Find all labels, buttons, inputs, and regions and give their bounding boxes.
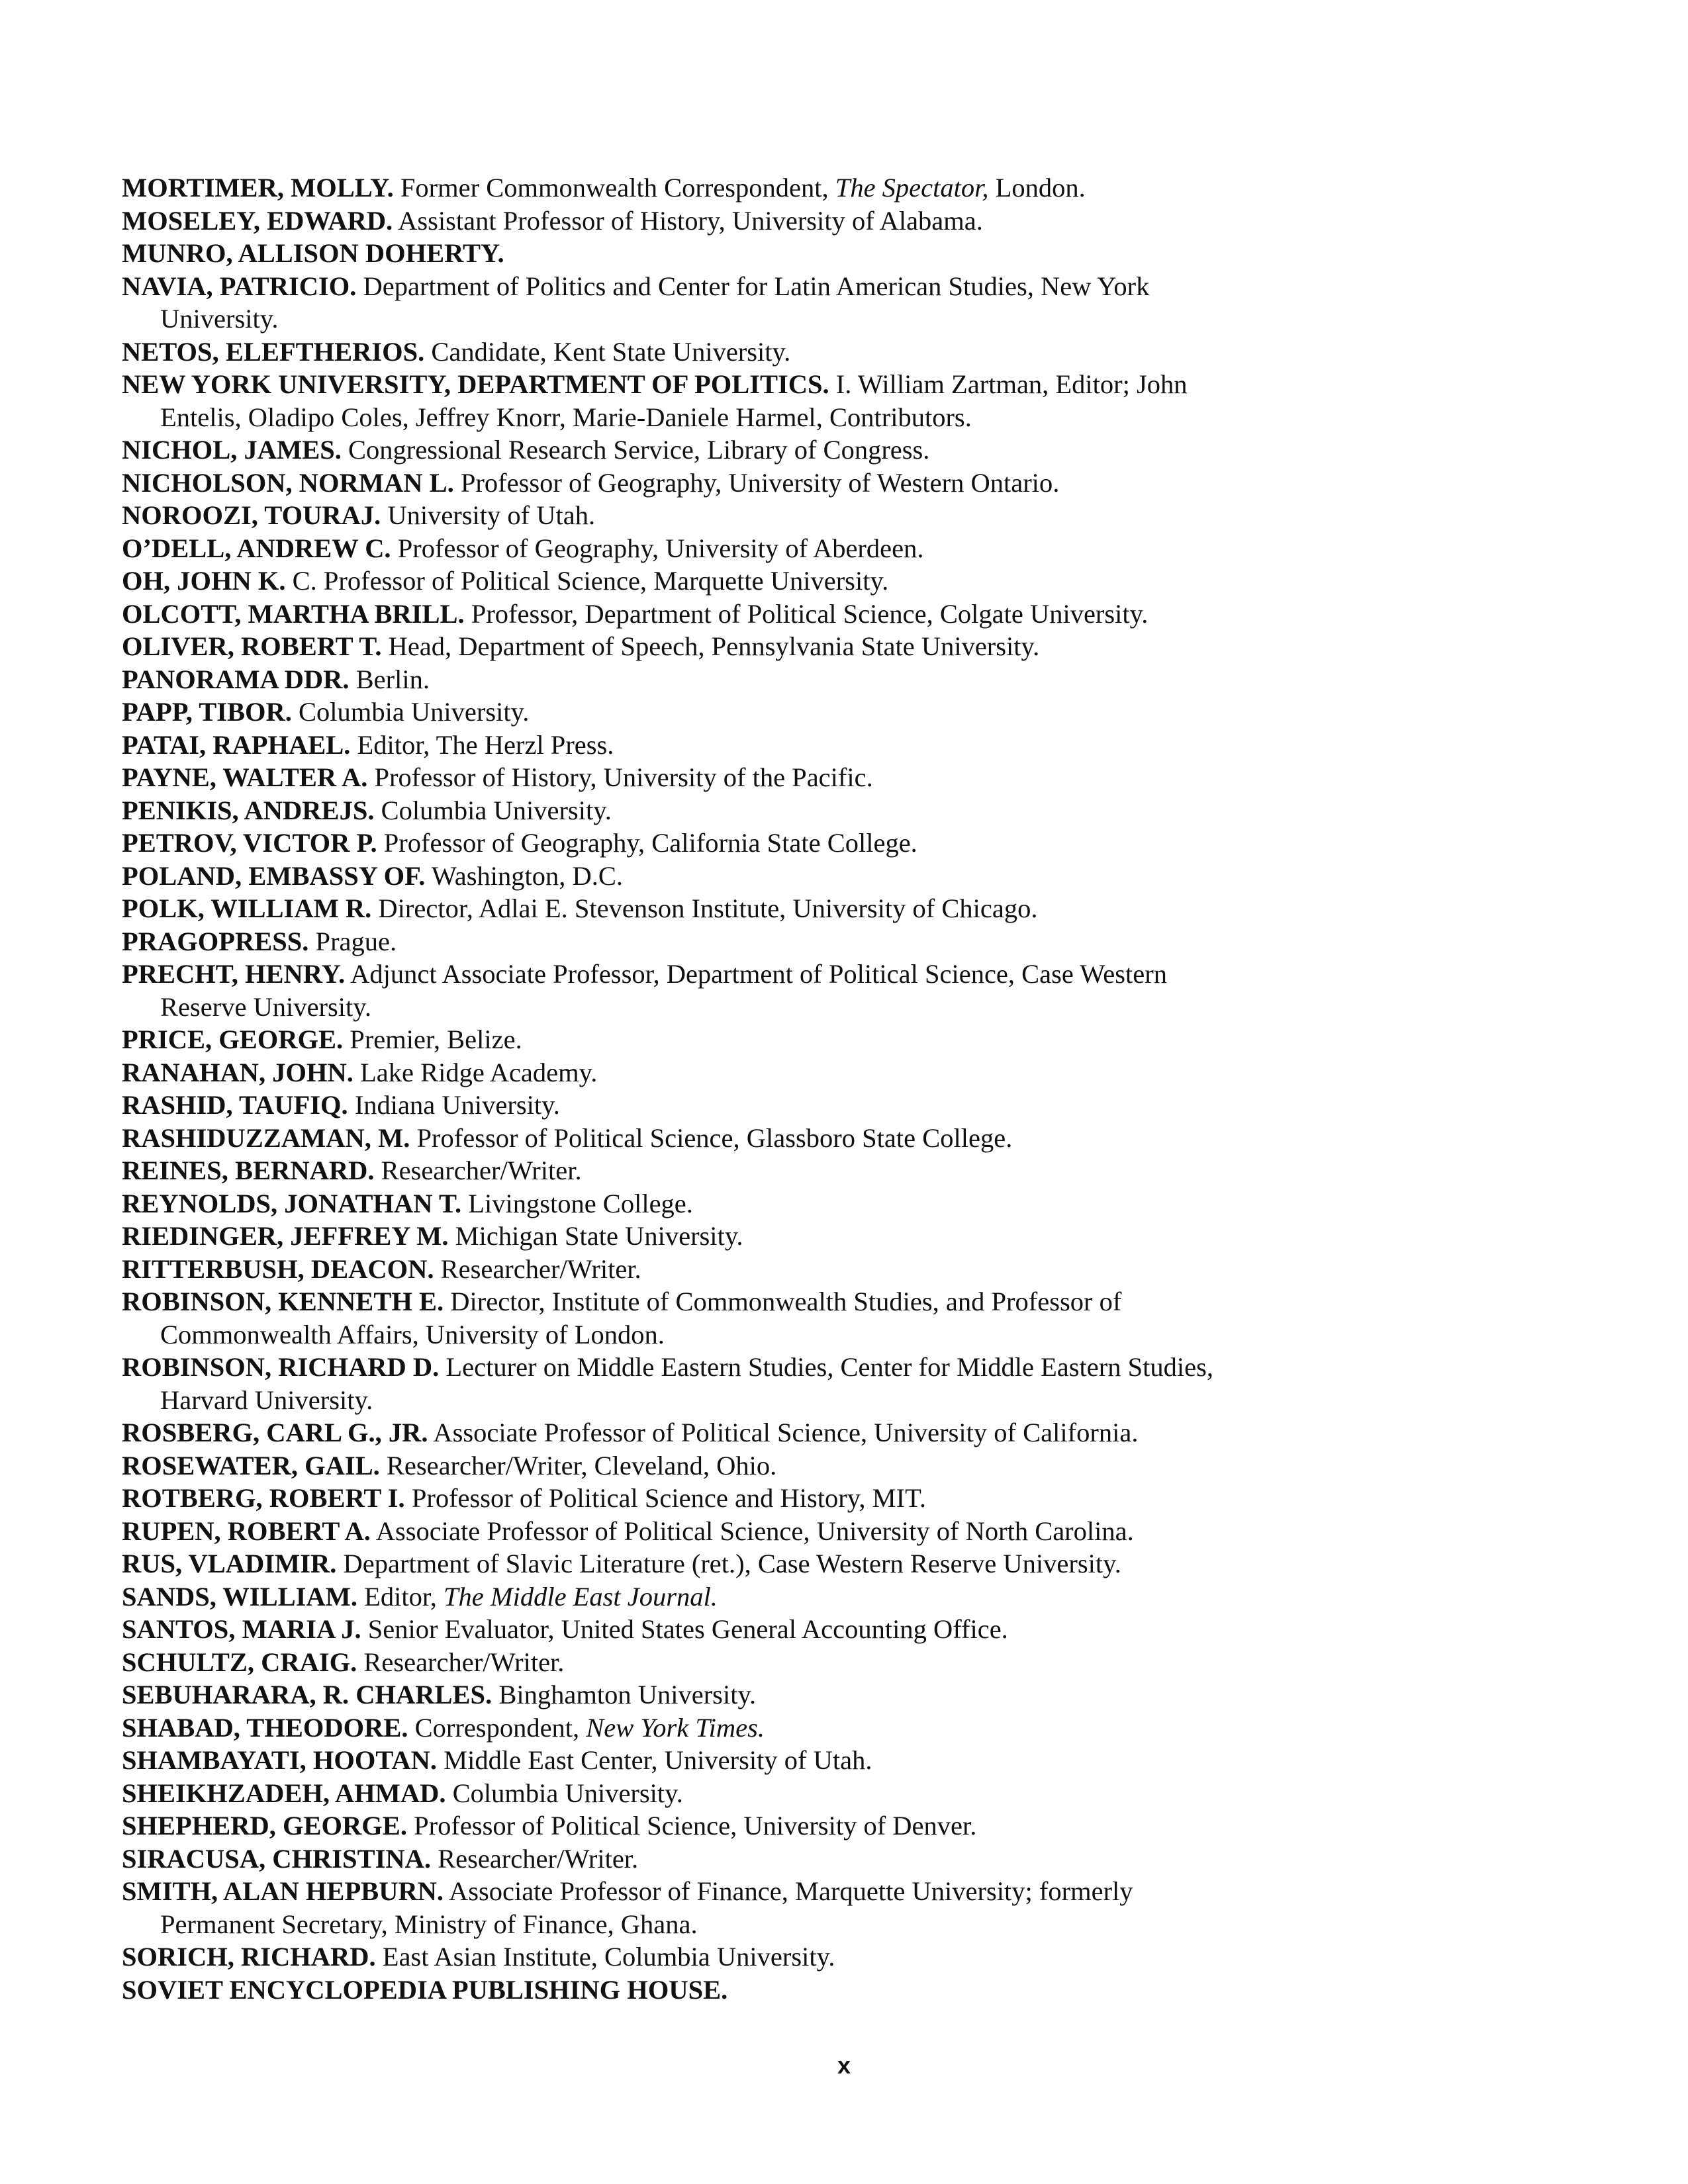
contributor-description [357,730,614,760]
contributor-entry [122,1351,1247,1416]
contributor-description [414,1811,976,1841]
contributor-entry [122,1023,1247,1056]
description-text: Columbia University. [452,1778,683,1808]
description-text: Former Commonwealth Correspondent, [400,173,835,203]
contributor-entry [122,499,1247,532]
description-text: Professor of History, University of the Pacific. [374,762,873,792]
description-text: Lecturer on Middle Eastern Studies, Center for Middle Eastern Studies, Harvard University. [160,1352,1214,1415]
contributor-name: REINES, BERNARD. [122,1156,375,1185]
description-text: Berlin. [355,664,430,694]
description-text: Associate Professor of Political Science, University of California. [433,1418,1139,1447]
contributor-description [453,1778,683,1808]
description-text: Editor, [364,1581,444,1612]
contributor-description [387,1451,776,1480]
contributor-description [432,861,623,891]
description-text: Correspondent, [414,1712,586,1743]
contributor-entry [122,237,1247,270]
contributor-entry [122,467,1247,500]
contributor-entry [122,630,1247,663]
description-text: Director, Adlai E. Stevenson Institute, University of Chicago. [378,893,1038,923]
contributor-name: RUPEN, ROBERT A. [122,1516,371,1546]
contributor-entry [122,1646,1247,1679]
description-text: Researcher/Writer. [440,1253,641,1284]
contributor-entry [122,663,1247,696]
contributor-name: SHEPHERD, GEORGE. [122,1811,407,1841]
contributor-description [350,1024,522,1054]
contributor-description [471,599,1149,629]
publication-title: The Spectator, [835,173,989,203]
contributor-name: ROTBERG, ROBERT I. [122,1483,405,1513]
contributor-entry [122,565,1247,598]
contributor-entry [122,892,1247,925]
contributor-entry [122,1122,1247,1155]
contributor-entry [122,1940,1247,1974]
description-text: Professor, Department of Political Science, Colgate University. [471,598,1149,629]
description-text: East Asian Institute, Columbia University. [382,1942,835,1972]
contributor-name: SCHULTZ, CRAIG. [122,1647,357,1677]
description-text: London. [988,173,1086,203]
contributor-description [375,762,873,792]
contributor-entry [122,1547,1247,1580]
contributor-description [348,435,929,465]
contributor-name: NETOS, ELEFTHERIOS. [122,336,425,367]
description-text: I. William Zartman, Editor; John Entelis, Oladipo Coles, Jeffrey Knorr, Marie-Daniele Harmel, Contributors. [160,369,1188,432]
description-text: Middle East Center, University of Utah. [444,1745,872,1775]
contributor-description [356,664,430,694]
contributor-entry [122,1974,1247,2007]
contributor-name: NICHOLSON, NORMAN L. [122,467,454,498]
description-text: Professor of Geography, University of Aberdeen. [397,533,924,563]
contributor-entry [122,1678,1247,1711]
contributor-entry [122,1875,1247,1940]
contributor-name: RUS, VLADIMIR. [122,1549,337,1578]
contributor-description [360,1058,597,1087]
description-text: Department of Slavic Literature (ret.), Case Western Reserve University. [343,1549,1121,1578]
contributor-entry [122,270,1247,336]
contributor-name: MORTIMER, MOLLY. [122,173,394,203]
contributor-name: SMITH, ALAN HEPBURN. [122,1876,444,1906]
contributor-name: SHABAD, THEODORE. [122,1712,408,1743]
contributor-entry [122,532,1247,565]
description-text: Washington, D.C. [431,860,623,891]
description-text: Michigan State University. [455,1221,743,1251]
contributor-entry [122,1711,1247,1745]
contributor-description [293,566,889,596]
contributor-description [468,1189,693,1218]
contributor-name: PRICE, GEORGE. [122,1024,344,1054]
contributor-entry [122,1154,1247,1187]
contributor-entry [122,1187,1247,1220]
contributor-name: OH, JOHN K. [122,566,286,596]
contributor-name: PATAI, RAPHAEL. [122,729,351,760]
contributor-name: ROSEWATER, GAIL. [122,1450,380,1480]
contributor-entry [122,1482,1247,1515]
contributor-name: SHAMBAYATI, HOOTAN. [122,1745,437,1775]
contributor-description [363,1647,564,1677]
contributor-name: PAPP, TIBOR. [122,697,292,727]
contributor-entry [122,1515,1247,1548]
contributor-entry [122,827,1247,860]
description-text: Professor of Geography, California State College. [383,828,917,858]
description-text: Researcher/Writer. [438,1843,639,1874]
contributor-entry [122,696,1247,729]
contributor-name: SEBUHARARA, R. CHARLES. [122,1680,492,1709]
description-text: Researcher/Writer, Cleveland, Ohio. [386,1450,777,1480]
contributor-entry [122,1220,1247,1253]
description-text: Researcher/Writer. [363,1647,565,1677]
contributor-entry [122,336,1247,369]
description-text: Head, Department of Speech, Pennsylvania State University. [388,631,1040,661]
contributor-entry [122,205,1247,238]
contributor-description [433,1418,1138,1447]
description-text: Columbia University. [299,697,530,727]
contributor-description [368,1614,1008,1644]
contributor-name: PAYNE, WALTER A. [122,762,368,792]
contributor-description [415,1713,765,1743]
contributor-entry [122,433,1247,467]
contributor-entry [122,1809,1247,1843]
description-text: C. Professor of Political Science, Marquette University. [292,566,889,596]
contributor-description [400,173,1086,203]
contributor-description [376,1516,1134,1546]
contributor-name: O’DELL, ANDREW C. [122,533,391,563]
contributor-name: SHEIKHZADEH, AHMAD. [122,1778,446,1808]
contributor-name: SORICH, RICHARD. [122,1942,376,1972]
contributor-description [381,1156,582,1185]
contributor-name: SANTOS, MARIA J. [122,1614,361,1644]
contributor-description [412,1483,926,1513]
description-text: Editor, The Herzl Press. [357,729,614,760]
contributor-entry [122,925,1247,958]
contributor-name: ROSBERG, CARL G., JR. [122,1418,428,1447]
contributor-description [444,1745,872,1775]
contributor-name: RIEDINGER, JEFFREY M. [122,1221,449,1251]
contributor-description [381,796,612,825]
contributor-description [387,500,595,530]
description-text: Indiana University. [354,1090,560,1120]
description-text: Researcher/Writer. [381,1156,582,1185]
contributor-entry [122,1744,1247,1777]
contributor-description [417,1123,1013,1153]
contributor-description [438,1844,638,1874]
contributor-entry [122,729,1247,762]
contributor-entry [122,860,1247,893]
description-text: Candidate, Kent State University. [431,336,791,367]
contributor-entry [122,1843,1247,1876]
contributor-description [383,1942,835,1972]
contributor-name: ROBINSON, KENNETH E. [122,1287,444,1316]
description-text: Premier, Belize. [350,1024,522,1054]
contributor-entry [122,1449,1247,1482]
contributor-description [384,828,917,858]
contributor-name: RANAHAN, JOHN. [122,1057,353,1087]
contributor-description [398,533,924,563]
description-text: Adjunct Associate Professor, Department of Political Science, Case Western Reserve University. [160,959,1167,1022]
contributor-name: PANORAMA DDR. [122,664,350,694]
publication-title: New York Times. [586,1712,765,1743]
contributor-description [344,1549,1121,1578]
contributor-entry [122,1253,1247,1286]
description-text: Professor of Political Science and History, MIT. [411,1483,927,1513]
contributor-name: SIRACUSA, CHRISTINA. [122,1843,431,1874]
contributor-entry [122,1089,1247,1122]
description-text: Associate Professor of Finance, Marquette University; formerly Permanent Secretary, Ministry of Finance, Ghana. [160,1876,1133,1939]
contributor-name: MUNRO, ALLISON DOHERTY. [122,238,504,268]
contributor-list [122,171,1247,2006]
contributor-name: PETROV, VICTOR P. [122,828,377,858]
description-text: Department of Politics and Center for Latin American Studies, New York University. [160,271,1150,334]
contributor-description [355,1090,560,1120]
contributor-entry [122,171,1247,205]
contributor-name: OLCOTT, MARTHA BRILL. [122,598,465,629]
contributor-name: ROBINSON, RICHARD D. [122,1352,440,1382]
contributor-name: NEW YORK UNIVERSITY, DEPARTMENT OF POLITICS. [122,369,829,399]
description-text: Professor of Geography, University of Western Ontario. [460,467,1060,498]
contributor-entry [122,794,1247,827]
contributor-entry [122,1416,1247,1449]
contributor-name: MOSELEY, EDWARD. [122,205,393,236]
contributor-entry [122,958,1247,1023]
contributor-description [441,1254,641,1284]
contributor-name: SANDS, WILLIAM. [122,1581,357,1612]
description-text: Congressional Research Service, Library of Congress. [348,435,930,465]
description-text: Livingstone College. [468,1188,693,1218]
contributor-description [398,206,983,236]
publication-title: The Middle East Journal. [443,1581,718,1612]
contributor-description [299,697,529,727]
contributor-description [364,1582,718,1612]
description-text: Prague. [315,926,397,956]
contributor-description [455,1221,743,1251]
description-text: Assistant Professor of History, University of Alabama. [398,205,983,236]
contributor-entry [122,598,1247,631]
description-text: Columbia University. [381,795,612,825]
contributor-name: OLIVER, ROBERT T. [122,631,382,661]
contributor-entry [122,761,1247,794]
contributor-name: POLAND, EMBASSY OF. [122,860,426,891]
page-number: x [837,2052,851,2079]
contributor-name: PRECHT, HENRY. [122,959,346,989]
contributor-name: NICHOL, JAMES. [122,435,342,465]
description-text: Lake Ridge Academy. [360,1057,598,1087]
contributor-entry [122,1056,1247,1089]
description-text: Associate Professor of Political Science, University of North Carolina. [375,1516,1134,1546]
contributor-name: PENIKIS, ANDREJS. [122,795,375,825]
description-text: Director, Institute of Commonwealth Studies, and Professor of Commonwealth Affairs, University of London. [160,1287,1122,1349]
contributor-entry [122,1613,1247,1646]
contributor-description [316,927,397,956]
contributor-description [378,893,1037,923]
description-text: University of Utah. [387,500,596,530]
contributor-name: RASHID, TAUFIQ. [122,1090,348,1120]
contributor-name: NAVIA, PATRICIO. [122,271,357,301]
contributor-name: POLK, WILLIAM R. [122,893,372,923]
description-text: Binghamton University. [498,1680,757,1709]
contributor-description [431,337,790,367]
contributor-entry [122,1285,1247,1351]
contributor-entry [122,368,1247,433]
contributor-name: RITTERBUSH, DEACON. [122,1253,434,1284]
contributor-entry [122,1580,1247,1614]
contributor-description [498,1680,756,1709]
contributor-name: REYNOLDS, JONATHAN T. [122,1188,462,1218]
contributor-name: PRAGOPRESS. [122,926,309,956]
contributor-name: NOROOZI, TOURAJ. [122,500,381,530]
contributor-description [461,468,1059,498]
contributor-name: SOVIET ENCYCLOPEDIA PUBLISHING HOUSE. [122,1974,728,2005]
description-text: Professor of Political Science, University of Denver. [414,1811,977,1841]
description-text: Senior Evaluator, United States General Accounting Office. [367,1614,1008,1644]
contributor-name: RASHIDUZZAMAN, M. [122,1122,410,1153]
contributor-description [389,631,1040,661]
description-text: Professor of Political Science, Glassboro State College. [416,1122,1013,1153]
contributor-entry [122,1777,1247,1810]
